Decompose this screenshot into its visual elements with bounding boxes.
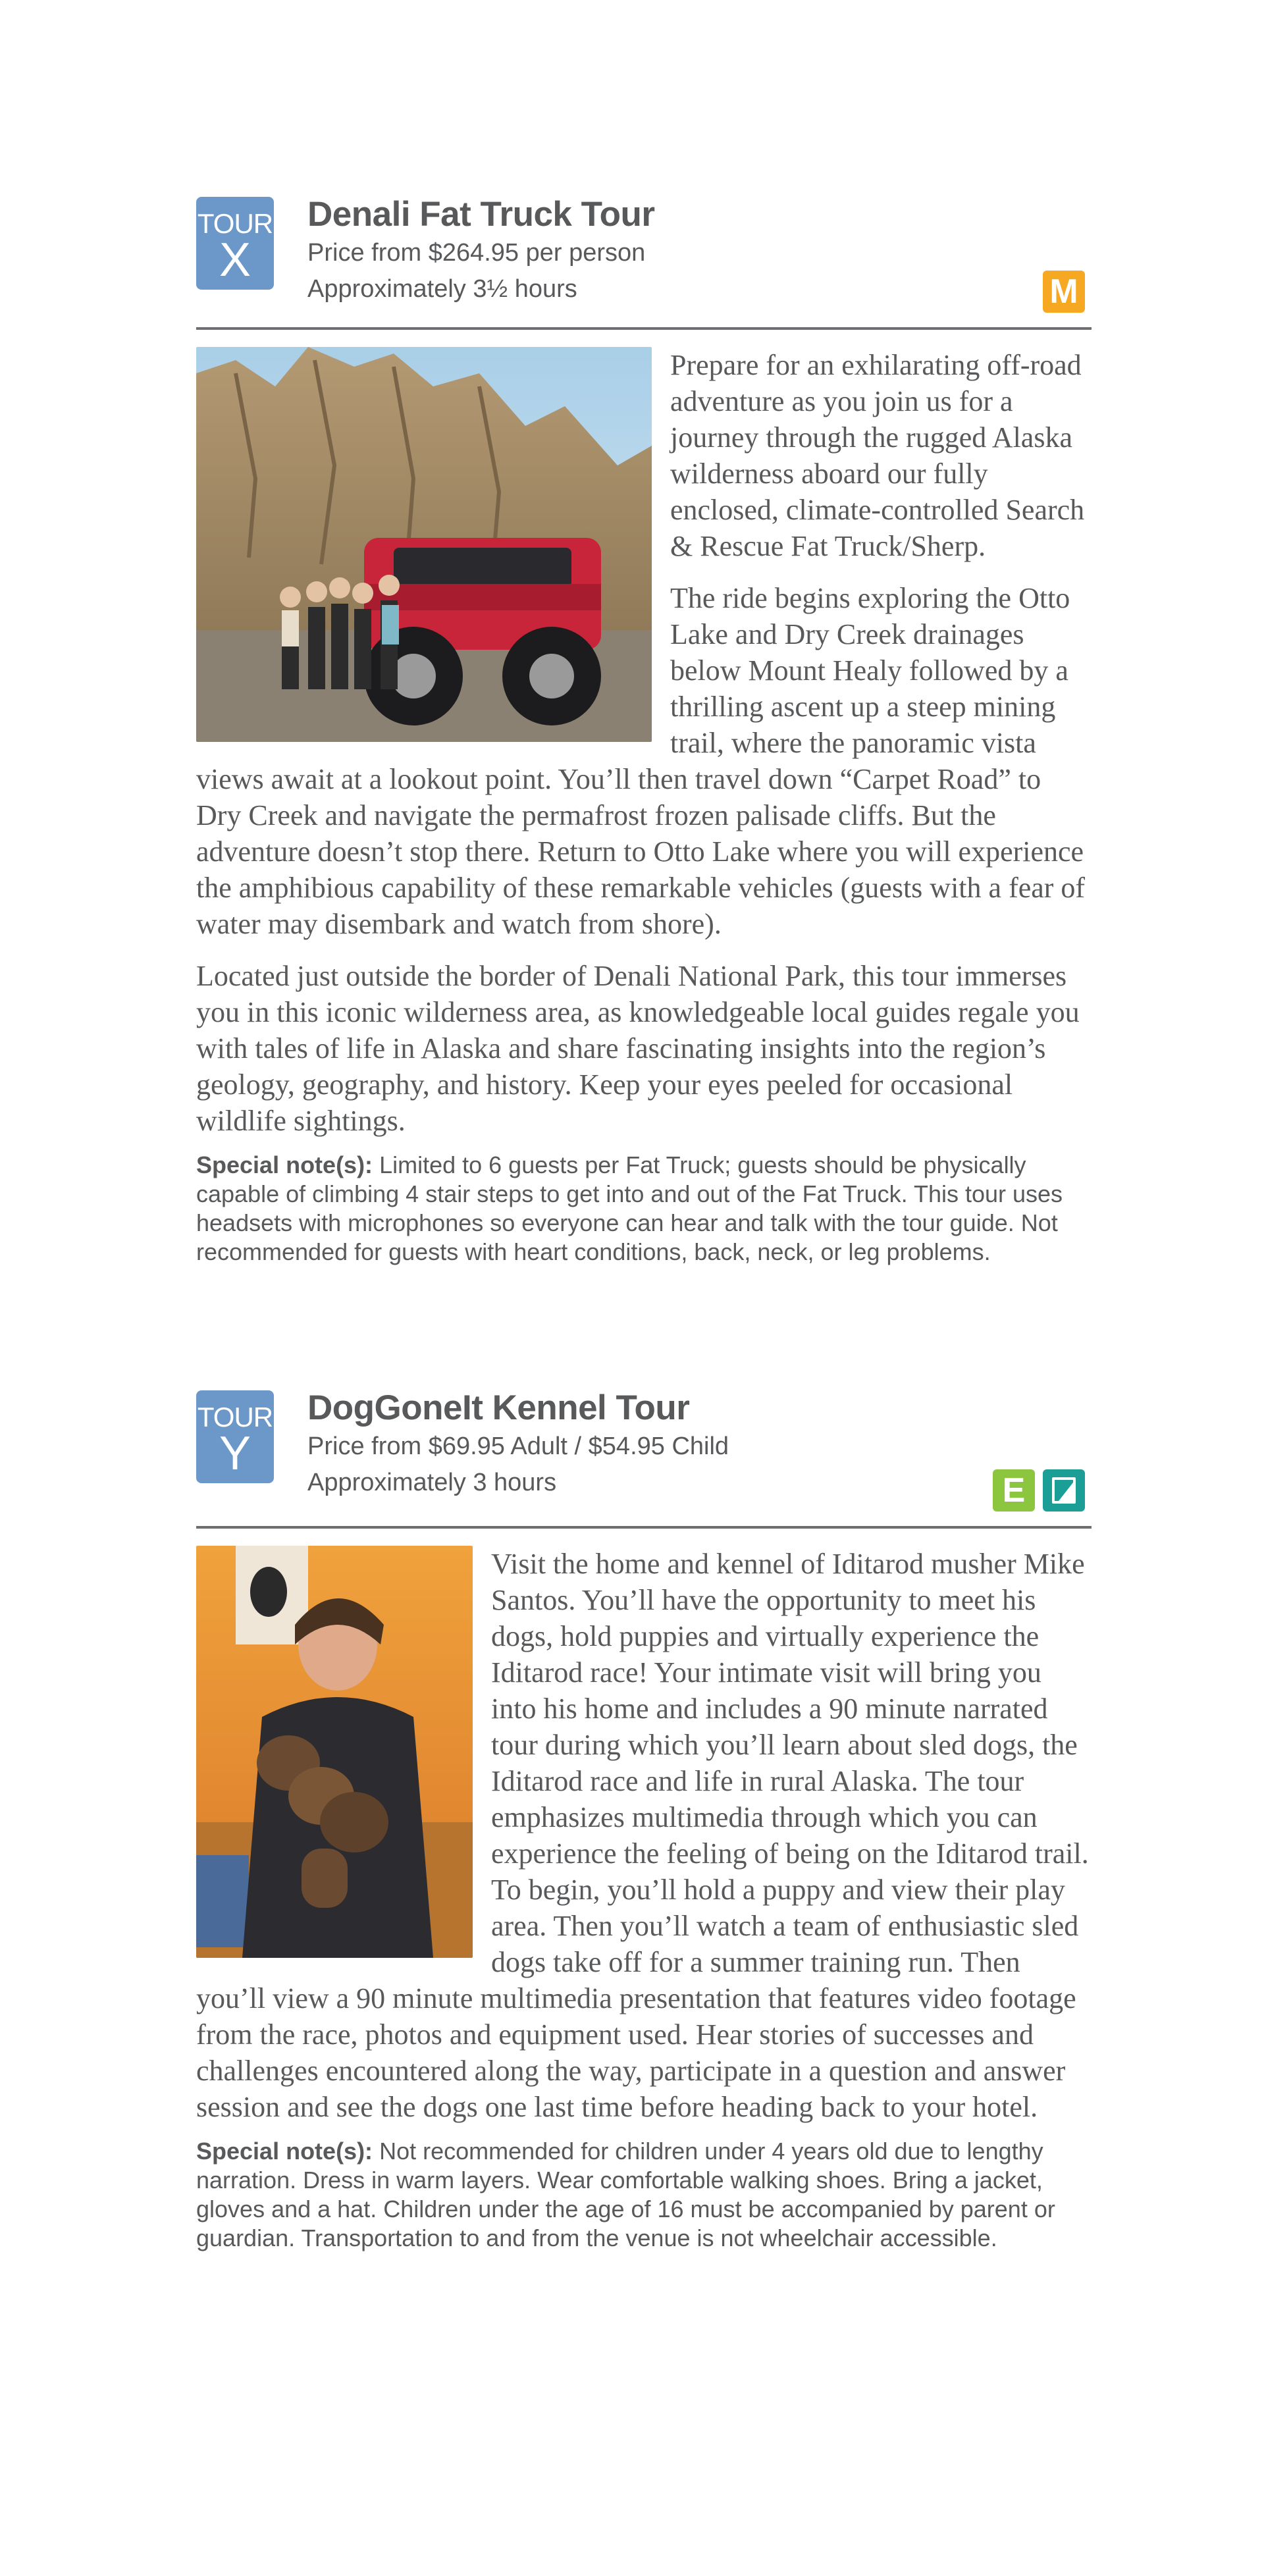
tour-y-icons [993, 1469, 1085, 1511]
tour-y-special-note [196, 2137, 1092, 2253]
tour-x-badge [196, 197, 274, 290]
tour-y-heading [307, 1388, 729, 1501]
tour-x-paragraph-3: Located just outside the border of Denali National Park, this tour immerses you in this iconic wilderness area, as knowledgeable local guides regale you with tales of life in Alaska and share fascinating insights into the region’s geology, geography, and history. Keep your eyes peeled for occasional wildlife sightings. [196, 960, 1080, 1137]
tour-x-note-label: Special note(s): [196, 1151, 373, 1178]
m-icon: M [1043, 271, 1085, 313]
tour-x-description [196, 347, 1092, 1139]
tour-x-header [196, 194, 1092, 330]
tour-y-description [196, 1546, 1092, 2125]
tour-y-title: DogGoneIt Kennel Tour [307, 1388, 690, 1427]
tour-y-header [196, 1388, 1092, 1529]
tour-y-badge-word: TOUR [197, 1402, 273, 1433]
tour-x-price: Price from $264.95 per person [307, 239, 646, 267]
tour-x-icons [1043, 271, 1085, 313]
tour-y-badge [196, 1390, 274, 1483]
tour-y-duration: Approximately 3 hours [307, 1469, 557, 1496]
musher-with-puppies-photo [196, 1546, 473, 1958]
tour-x-duration: Approximately 3½ hours [307, 275, 577, 303]
tour-x-section [196, 194, 1092, 1267]
tour-y-paragraph-1: Visit the home and kennel of Iditarod musher Mike Santos. You’ll have the opportunity to meet his dogs, hold puppies and virtually experience the Iditarod race! Your intimate visit will bring you into his home and includes a 90 minute narrated tour during which you’ll learn about sled dogs, the Iditarod race and life in rural Alaska. The tour emphasizes multimedia through which you can experience the feeling of being on the Iditarod trail. To begin, you’ll hold a puppy and view their play area. Then you’ll watch a team of enthusiastic sled dogs take off for a summer training run. Then you’ll view a 90 minute multimedia presentation that features video footage from the race, photos and equipment used. Hear stories of successes and challenges encountered along the way, participate in a question and answer session and see the dogs one last time before heading back to your hotel. [196, 1548, 1089, 2123]
tour-x-badge-word: TOUR [197, 208, 273, 239]
tour-x-paragraph-2: The ride begins exploring the Otto Lake and Dry Creek drainages below Mount Healy followed by a thrilling ascent up a steep mining trail, where the panoramic vista views await at a lookout point. You’ll then travel down “Carpet Road” to Dry Creek and navigate the permafrost frozen palisade cliffs. But the adventure doesn’t stop there. Return to Otto Lake where you will experience the amphibious capability of these remarkable vehicles (guests with a fear of water may disembark and watch from shore). [196, 582, 1086, 940]
tour-x-badge-letter: X [219, 234, 251, 286]
tour-x-paragraph-1: Prepare for an exhilarating off-road adventure as you join us for a journey through the rugged Alaska wilderness aboard our fully enclosed, climate-controlled Search & Rescue Fat Truck/Sherp. [670, 349, 1085, 562]
book-icon [1043, 1469, 1085, 1511]
tour-x-note-text: Limited to 6 guests per Fat Truck; guests should be physically capable of climbing 4 stair steps to get into and out of the Fat Truck. This tour uses headsets with microphones so everyone can hear and talk with the tour guide. Not recommended for guests with heart conditions, back, neck, or leg problems. [196, 1151, 1063, 1265]
tour-x-heading [307, 194, 654, 307]
tour-y-note-label: Special note(s): [196, 2138, 373, 2165]
tour-y-note-text: Not recommended for children under 4 years old due to lengthy narration. Dress in warm layers. Wear comfortable walking shoes. Bring a jacket, gloves and a hat. Children under the age of 16 must be accompanied by parent or guardian. Transportation to and from the venue is not wheelchair accessible. [196, 2138, 1055, 2251]
tour-y-price: Price from $69.95 Adult / $54.95 Child [307, 1433, 729, 1460]
fat-truck-photo [196, 347, 652, 742]
tour-y-badge-letter: Y [219, 1427, 251, 1480]
tour-y-section [196, 1388, 1092, 2253]
e-icon: E [993, 1469, 1035, 1511]
tour-x-special-note [196, 1151, 1092, 1267]
tour-x-title: Denali Fat Truck Tour [307, 195, 655, 234]
